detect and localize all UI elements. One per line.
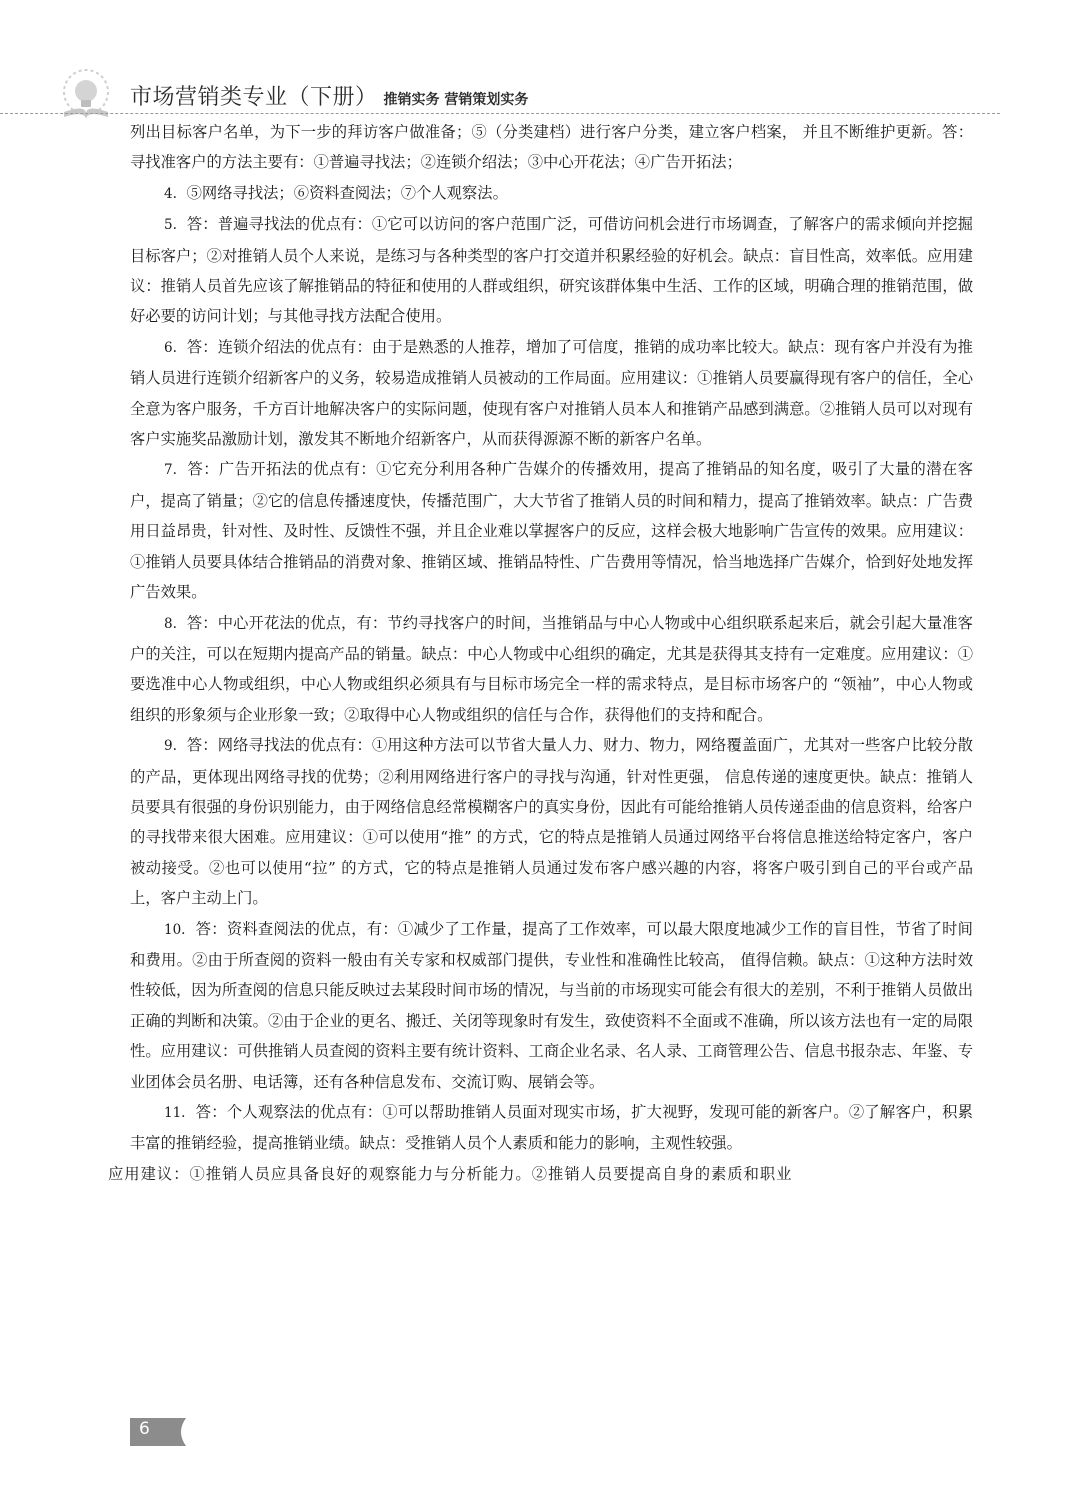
answer-number: 6. — [164, 339, 177, 356]
answer-number: 7. — [164, 462, 177, 479]
answer-text: 答：普遍寻找法的优点有：①它可以访问的客户范围广泛，可借访问机会进行市场调查，了解客户的需求倾向并挖掘目标客户；②对推销人员个人来说，是练习与各种类型的客户打交道并积累经验的好机会。缺点：盲目性高，效率低。应用建议：推销人员首先应该了解推销品的特征和使用的人群或组织，研究该群体集中生活、工作的区域，明确合理的推销范围，做好必要的访问计划；与其他寻找方法配合使用。 — [130, 215, 973, 326]
answer-text: 答：中心开花法的优点，有：节约寻找客户的时间，当推销品与中心人物或中心组织联系起来后，就会引起大量准客户的关注，可以在短期内提高产品的销量。缺点：中心人物或中心组织的确定，尤其是获得其支持有一定难度。应用建议：①要选准中心人物或组织，中心人物或组织必须具有与目标市场完全一样的需求特点，是目标市场客户的 “领袖”，中心人物或组织的形象须与企业形象一致；②取得中心人物或组织的信任与合作，获得他们的支持和配合。 — [130, 613, 973, 724]
answer-number: 4. — [164, 185, 177, 202]
answer-text: 答：连锁介绍法的优点有：由于是熟悉的人推荐，增加了可信度，推销的成功率比较大。缺点：现有客户并没有为推销人员进行连锁介绍新客户的义务，较易造成推销人员被动的工作局面。应用建议：①推销人员要赢得现有客户的信任，全心全意为客户服务，千方百计地解决客户的实际问题，使现有客户对推销人员本人和推销产品感到满意。②推销人员可以对现有客户实施奖品激励计划，激发其不断地介绍新客户，从而获得源源不断的新客户名单。 — [130, 337, 973, 449]
answer-number: 11. — [164, 1105, 186, 1121]
paragraph-continued: 列出目标客户名单，为下一步的拜访客户做准备；⑤（分类建档）进行客户分类，建立客户档案， 并且不断维护更新。答：寻找准客户的方法主要有：①普遍寻找法；②连锁介绍法；③中心开花法；④广告开拓法； — [130, 123, 973, 172]
page-number: 6 — [139, 1419, 150, 1439]
answer-number: 9. — [164, 738, 177, 755]
main-text — [108, 117, 973, 1189]
answer-text: ⑤网络寻找法；⑥资料查阅法；⑦个人观察法。 — [186, 183, 508, 202]
answer-text: 答：资料查阅法的优点，有：①减少了工作量，提高了工作效率，可以最大限度地减少工作的盲目性，节省了时间和费用。②由于所查阅的资料一般由有关专家和权威部门提供，专业性和准确性比较高， 值得信赖。缺点：①这种方法时效性较低，因为所查阅的信息只能反映过去某段时间市场的情况，与当前的市场现实可能会有很大的差别，不利于推销人员做出正确的判断和决策。②由于企业的更名、搬迁、关闭等现象时有发生，致使资料不全面或不准确，所以该方法也有一定的局限性。应用建议：可供推销人员查阅的资料主要有统计资料、工商企业名录、名人录、工商管理公告、信息书报杂志、年鉴、专业团体会员名册、电话簿，还有各种信息发布、交流订购、展销会等。 — [130, 919, 973, 1091]
answer-4 — [130, 178, 973, 209]
answer-number: 5. — [164, 217, 177, 234]
header-divider — [0, 113, 1000, 114]
answer-7 — [130, 454, 973, 607]
book-title-main: 市场营销类专业（下册） — [130, 85, 378, 110]
answer-10 — [130, 914, 973, 1097]
answer-text: 答：广告开拓法的优点有：①它充分利用各种广告媒介的传播效用，提高了推销品的知名度，吸引了大量的潜在客户，提高了销量；②它的信息传播速度快，传播范围广，大大节省了推销人员的时间和精力，提高了推销效率。缺点：广告费用日益昂贵，针对性、及时性、反馈性不强，并且企业难以掌握客户的反应，这样会极大地影响广告宣传的效果。应用建议：①推销人员要具体结合推销品的消费对象、推销区域、推销品特性、广告费用等情况，恰当地选择广告媒介，恰到好处地发挥广告效果。 — [130, 460, 973, 602]
answer-text: 答：网络寻找法的优点有：①用这种方法可以节省大量人力、财力、物力，网络覆盖面广，尤其对一些客户比较分散的产品，更体现出网络寻找的优势；②利用网络进行客户的寻找与沟通，针对性更强， 信息传递的速度更快。缺点：推销人员要具有很强的身份识别能力，由于网络信息经常模糊客户的真实身份，因此有可能给推销人员传递歪曲的信息资料，给客户的寻找带来很大困难。应用建议：①可以使用“推” 的方式，它的特点是推销人员通过网络平台将信息推送给特定客户，客户被动接受。②也可以使用“拉” 的方式，它的特点是推销人员通过发布客户感兴趣的内容，将客户吸引到自己的平台或产品上，客户主动上门。 — [130, 736, 973, 908]
answer-5 — [130, 209, 973, 332]
answer-11 — [130, 1097, 973, 1159]
page-header — [0, 0, 1082, 120]
book-subtitle: 推销实务 营销策划实务 — [383, 92, 529, 108]
answer-number: 10. — [164, 921, 186, 938]
answer-text: 答：个人观察法的优点有：①可以帮助推销人员面对现实市场，扩大视野，发现可能的新客户。②了解客户，积累丰富的推销经验，提高推销业绩。缺点：受推销人员个人素质和能力的影响，主观性较强。 — [130, 1103, 973, 1153]
book-title — [130, 80, 528, 111]
answer-9 — [130, 730, 973, 913]
answer-6 — [130, 332, 973, 455]
answer-number: 8. — [164, 615, 177, 632]
answer-8 — [130, 608, 973, 731]
answer-11-continued: 应用建议：①推销人员应具备良好的观察能力与分析能力。②推销人员要提高自身的素质和职业 — [108, 1164, 793, 1183]
